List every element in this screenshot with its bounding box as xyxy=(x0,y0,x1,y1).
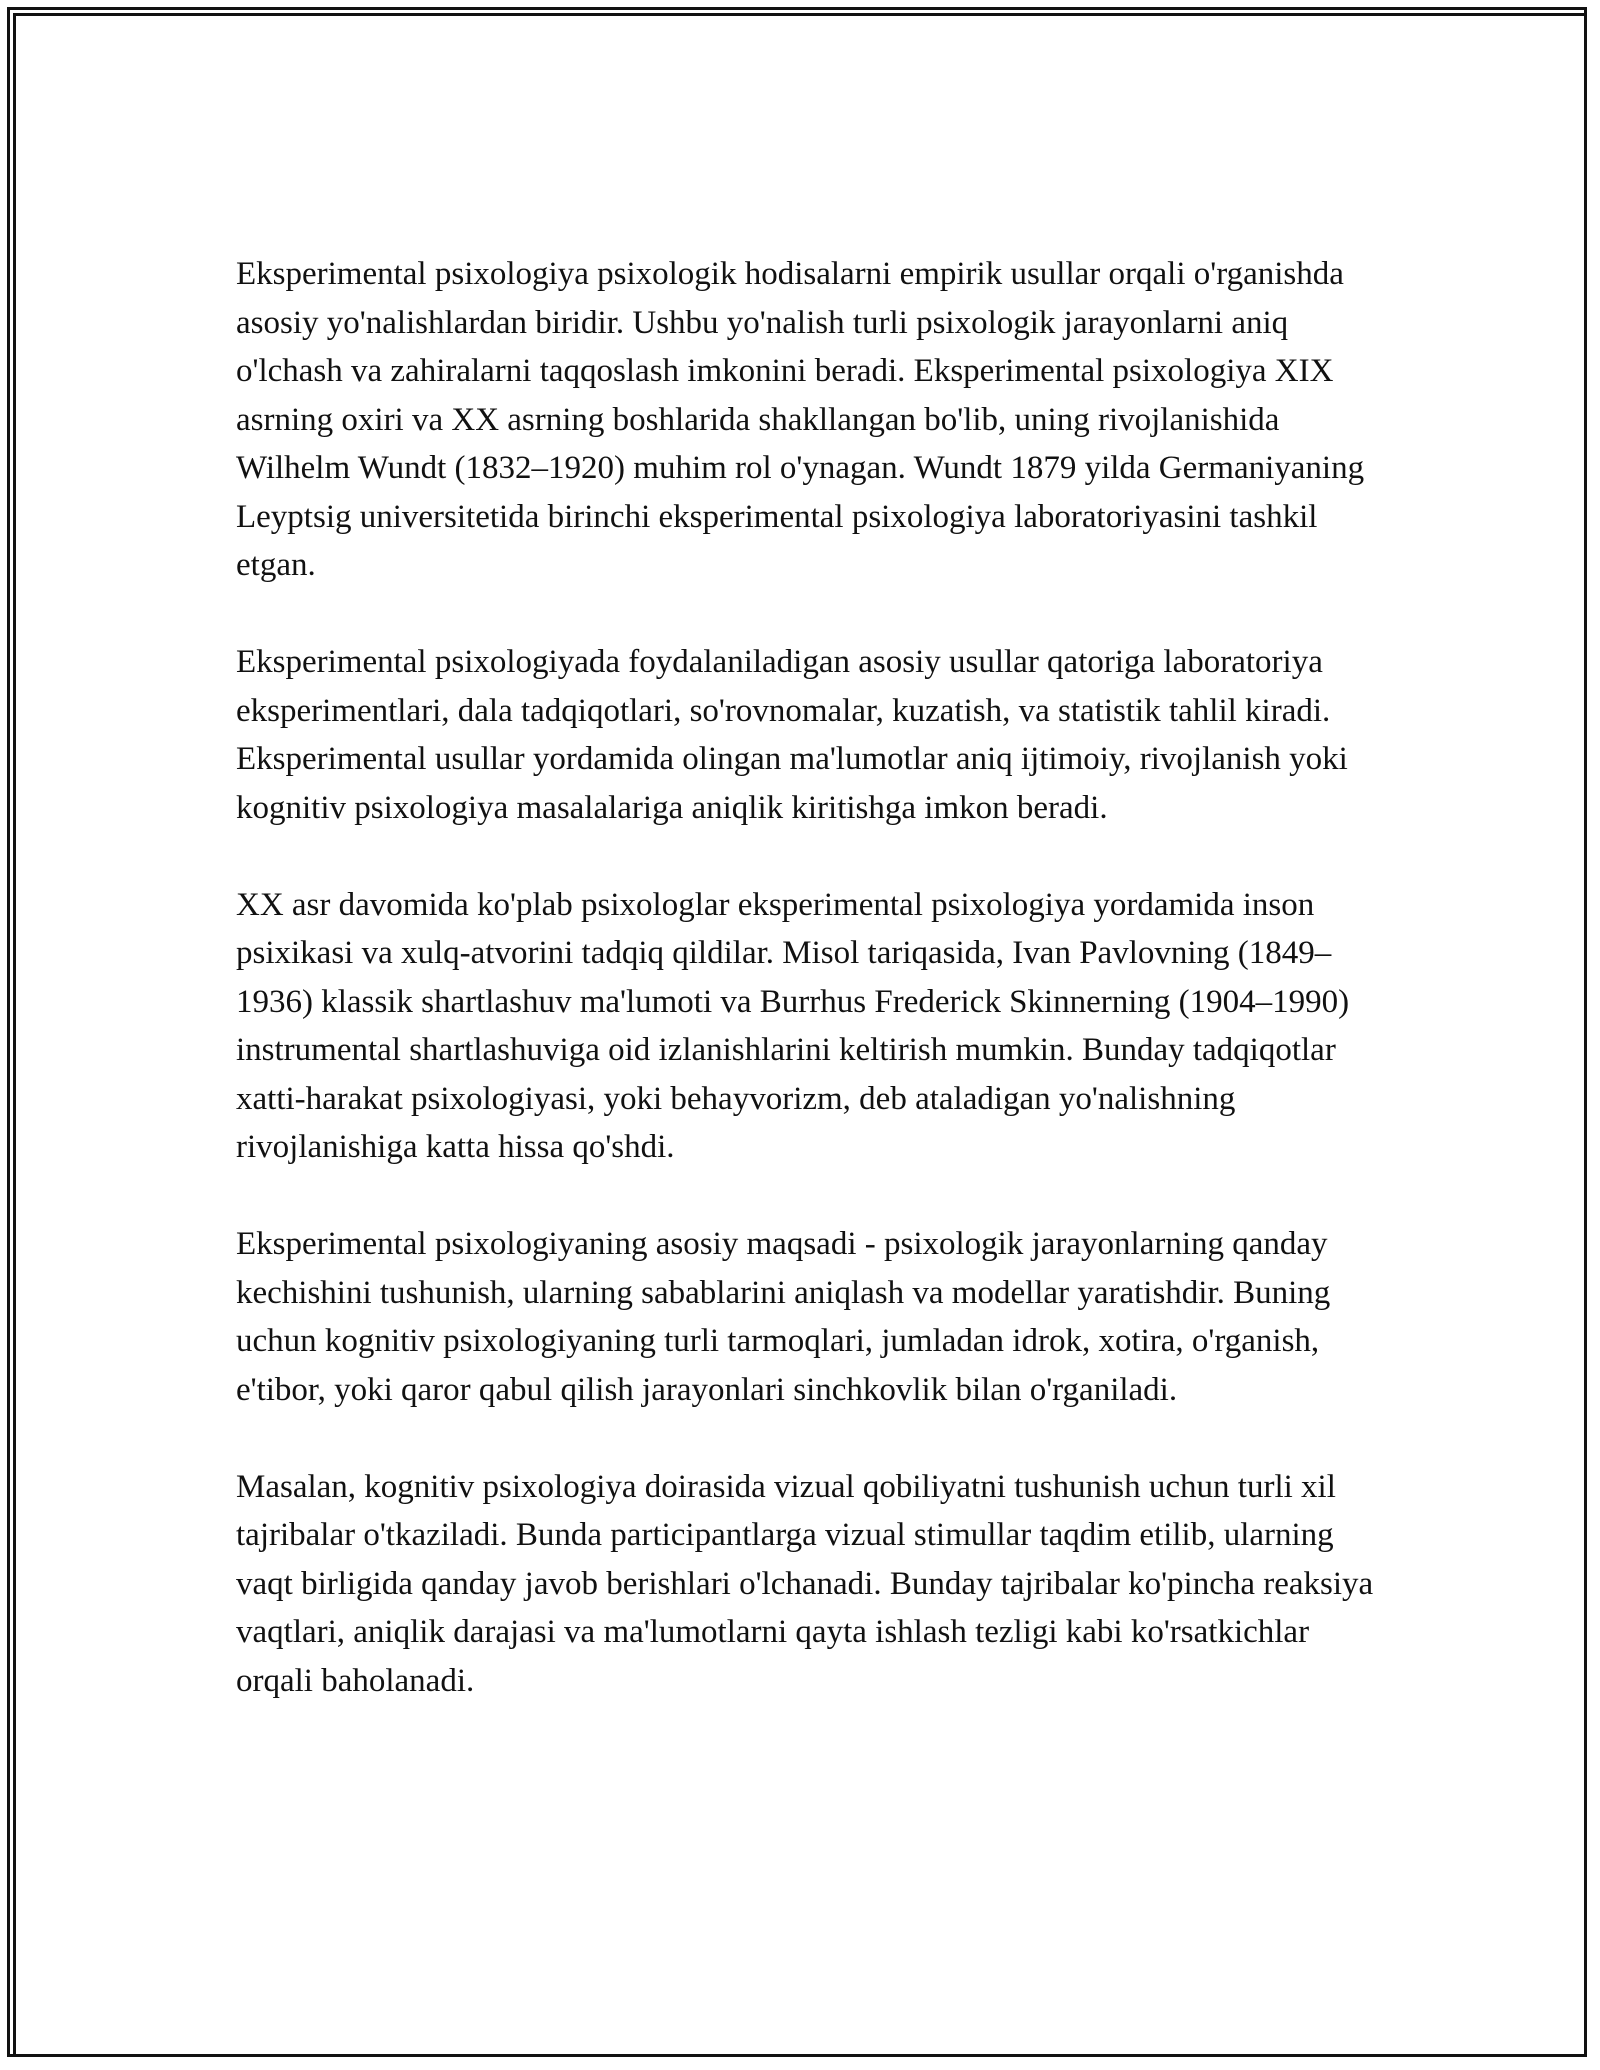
paragraph-4: Eksperimental psixologiyaning asosiy maqsadi - psixologik jarayonlarning qanday kechishini tushunish, ularning sabablarini aniqlash va modellar yaratishdir. Buning uchun kognitiv psixologiyaning turli tarmoqlari, jumladan idrok, xotira, o'rganish, e'tibor, yoki qaror qabul qilish jarayonlari sinchkovlik bilan o'rganiladi. xyxy=(236,1226,1331,1408)
paragraph-5: Masalan, kognitiv psixologiya doirasida vizual qobiliyatni tushunish uchun turli xil tajribalar o'tkaziladi. Bunda participantlarga vizual stimullar taqdim etilib, ularning vaqt birligida qanday javob berishlari o'lchanadi. Bunday tajribalar ko'pincha reaksiya vaqtlari, aniqlik darajasi va ma'lumotlarni qayta ishlash tezligi kabi ko'rsatkichlar orqali baholanadi. xyxy=(236,1468,1374,1699)
document-body xyxy=(236,250,1376,1754)
paragraph-3: XX asr davomida ko'plab psixologlar eksperimental psixologiya yordamida inson psixikasi va xulq-atvorini tadqiq qildilar. Misol tariqasida, Ivan Pavlovning (1849–1936) klassik shartlashuv ma'lumoti va Burrhus Frederick Skinnerning (1904–1990) instrumental shartlashuviga oid izlanishlarini keltirish mumkin. Bunday tadqiqotlar xatti-harakat psixologiyasi, yoki behayvorizm, deb ataladigan yo'nalishning rivojlanishiga katta hissa qo'shdi. xyxy=(236,886,1350,1165)
paragraph-1: Eksperimental psixologiya psixologik hodisalarni empirik usullar orqali o'rganishda asosiy yo'nalishlardan biridir. Ushbu yo'nalish turli psixologik jarayonlarni aniq o'lchash va zahiralarni taqqoslash imkonini beradi. Eksperimental psixologiya XIX asrning oxiri va XX asrning boshlarida shakllangan bo'lib, uning rivojlanishida Wilhelm Wundt (1832–1920) muhim rol o'ynagan. Wundt 1879 yilda Germaniyaning Leyptsig universitetida birinchi eksperimental psixologiya laboratoriyasini tashkil etgan. xyxy=(236,256,1365,583)
paragraph-2: Eksperimental psixologiyada foydalaniladigan asosiy usullar qatoriga laboratoriya eksperimentlari, dala tadqiqotlari, so'rovnomalar, kuzatish, va statistik tahlil kiradi. Eksperimental usullar yordamida olingan ma'lumotlar aniq ijtimoiy, rivojlanish yoki kognitiv psixologiya masalalariga aniqlik kiritishga imkon beradi. xyxy=(236,644,1348,826)
